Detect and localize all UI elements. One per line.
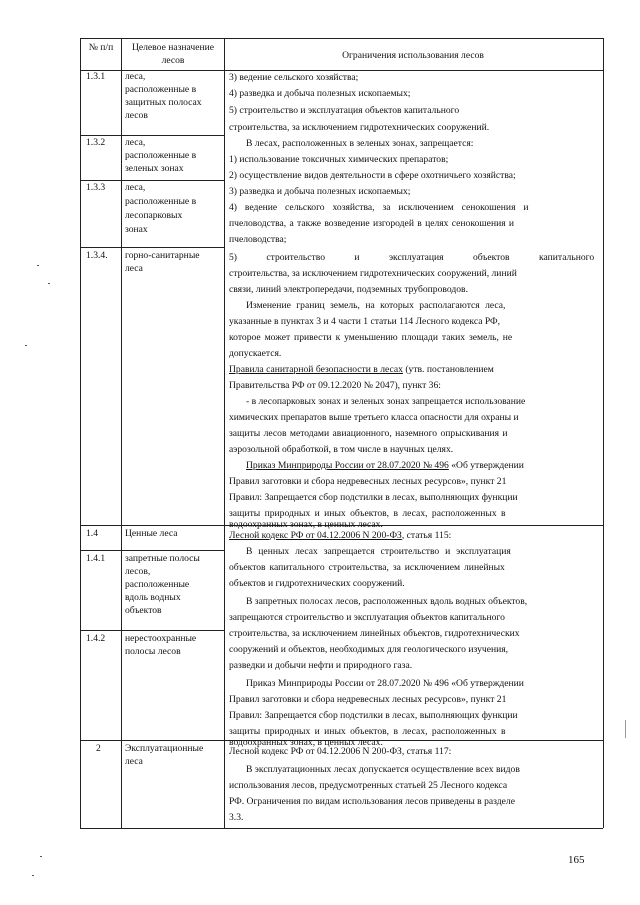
restriction-line: Лесной кодекс РФ от 04.12.2006 N 200-ФЗ, статья 117:	[229, 746, 452, 757]
restriction-line: которое может привести к уменьшению площади таких земель, не	[229, 332, 513, 343]
page-number: 165	[568, 854, 585, 866]
table-border-left	[80, 38, 81, 828]
row-purpose-line: вдоль водных	[125, 592, 181, 603]
restriction-line: В запретных полосах лесов, расположенных вдоль водных объектов,	[246, 596, 528, 607]
row-purpose-line: леса,	[125, 71, 146, 82]
restriction-line	[229, 530, 451, 543]
row-divider	[80, 180, 224, 181]
legal-reference-link: Лесной кодекс РФ от 04.12.2006 N 200-ФЗ	[229, 530, 402, 541]
restriction-line: 5) строительство и эксплуатация объектов капитального	[229, 105, 460, 116]
table-column-divider-2	[224, 38, 225, 828]
restriction-line: связи, линий электропередачи, подземных трубопроводов.	[229, 284, 468, 295]
row-purpose-line: Эксплуатационные	[125, 743, 204, 754]
header-purpose: Целевое назначение лесов	[131, 42, 215, 66]
restriction-line: защиты лесов методами авиационного, наземного опрыскивания и	[229, 428, 508, 439]
header-divider	[80, 70, 603, 71]
row-purpose-line: полосы лесов	[125, 646, 181, 657]
row-purpose-line: лесов,	[125, 566, 151, 577]
restriction-line: строительства, за исключением гидротехнических сооружений, линий	[229, 268, 517, 279]
scan-speck	[48, 283, 50, 284]
restriction-line	[229, 364, 494, 377]
restriction-line: - в лесопарковых зонах и зеленых зонах запрещается использование	[246, 396, 526, 407]
legal-reference-link: Правила санитарной безопасности в лесах	[229, 364, 403, 375]
row-purpose-line: расположенные в	[125, 84, 197, 95]
row-divider	[80, 550, 224, 551]
restriction-line: разведки и добычи нефти и природного газа.	[229, 660, 413, 671]
restriction-line: допускается.	[229, 348, 282, 359]
table-column-divider-1	[121, 38, 122, 828]
restriction-line: Правил: Запрещается сбор подстилки в лесах, выполняющих функции	[229, 492, 518, 503]
restriction-line: 4) разведка и добыча полезных ископаемых;	[229, 88, 411, 99]
scan-speck	[32, 875, 34, 876]
row-number: 1.4.2	[86, 633, 106, 644]
scan-speck	[25, 345, 27, 346]
row-purpose-line: леса	[125, 756, 143, 767]
restriction-line: водоохранных зонах, в ценных лесах.	[229, 737, 383, 748]
row-purpose-line: зонах	[125, 224, 148, 235]
header-num: № п/п	[88, 42, 114, 53]
restriction-line: запрещаются строительство и эксплуатация объектов капитального	[229, 612, 505, 623]
restriction-line: пчеловодства;	[229, 234, 287, 245]
row-purpose-line: зеленых зонах	[125, 163, 184, 174]
restriction-line: 4) ведение сельского хозяйства, за исключением сенокошения и	[229, 202, 529, 213]
scan-speck	[37, 265, 39, 266]
row-purpose-line: защитных полосах	[125, 97, 202, 108]
row-divider	[80, 247, 224, 248]
restriction-line: Правительства РФ от 09.12.2020 № 2047), пункт 36:	[229, 380, 441, 391]
header-restrictions: Ограничения использования лесов	[342, 50, 484, 61]
row-number: 1.3.3	[86, 182, 106, 193]
restriction-line: использования лесов, предусмотренных статьей 25 Лесного кодекса	[229, 780, 508, 791]
restriction-line: защиты природных и иных объектов, в лесах, расположенных в	[229, 726, 506, 737]
row-purpose-line: леса,	[125, 182, 146, 193]
restriction-line: В эксплуатационных лесах допускается осуществление всех видов	[246, 764, 520, 775]
restriction-line: Правил заготовки и сбора недревесных лесных ресурсов», пункт 21	[229, 476, 507, 487]
restriction-line: Изменение границ земель, на которых располагаются леса,	[246, 300, 506, 311]
row-number: 1.4.1	[86, 553, 106, 564]
row-purpose-line: объектов	[125, 605, 162, 616]
restriction-line: 3.3.	[229, 812, 244, 823]
restriction-line: РФ. Ограничения по видам использования лесов приведены в разделе	[229, 796, 515, 807]
row-purpose-line: Ценные леса	[125, 528, 178, 539]
restriction-line: указанные в пунктах 3 и 4 части 1 статьи 114 Лесного кодекса РФ,	[229, 316, 501, 327]
table-border-right	[603, 38, 604, 828]
restriction-line: Правил: Запрещается сбор подстилки в лесах, выполняющих функции	[229, 710, 518, 721]
table-border-top	[80, 38, 603, 39]
row-number: 1.3.2	[86, 137, 106, 148]
row-purpose-line: горно-санитарные	[125, 250, 200, 261]
scan-speck	[625, 720, 626, 738]
row-purpose-line: лесопарковых	[125, 210, 183, 221]
restriction-line: Правил заготовки и сбора недревесных лесных ресурсов», пункт 21	[229, 694, 507, 705]
row-purpose-line: леса,	[125, 137, 146, 148]
restriction-line: В ценных лесах запрещается строительство и эксплуатация	[246, 546, 511, 557]
restriction-line: Приказ Минприроды России от 28.07.2020 № 496 «Об утверждении	[246, 678, 524, 689]
row-purpose-line: лесов	[125, 110, 148, 121]
restriction-line: защиты природных и иных объектов, в лесах, расположенных в	[229, 508, 506, 519]
restriction-line: 1) использование токсичных химических препаратов;	[229, 154, 449, 165]
row-purpose-line: нерестоохранные	[125, 633, 197, 644]
restriction-line: химических препаратов выше третьего класса опасности для охраны и	[229, 412, 519, 423]
restriction-line: объектов капитального строительства, за исключением линейных	[229, 562, 505, 573]
restriction-line: пчеловодства, а также возведение изгородей в целях сенокошения и	[229, 218, 515, 229]
restriction-line: аэрозольной обработкой, в том числе в научных целях.	[229, 444, 454, 455]
legal-reference-note: , статья 115:	[401, 530, 452, 541]
row-purpose-line: расположенные в	[125, 196, 197, 207]
row-purpose-line: расположенные в	[125, 150, 197, 161]
row-purpose-line: расположенные	[125, 579, 190, 590]
restriction-line: строительства, за исключением линейных объектов, гидротехнических	[229, 628, 520, 639]
restriction-line	[246, 460, 524, 473]
legal-reference-note: «Об утверждении	[448, 460, 524, 471]
legal-reference-note: (утв. постановлением	[402, 364, 494, 375]
restriction-line: 5) строительство и эксплуатация объектов капитального	[229, 252, 595, 263]
restriction-line: объектов и гидротехнических сооружений.	[229, 578, 405, 589]
row-purpose-line: леса	[125, 263, 143, 274]
row-purpose-line: запретные полосы	[125, 553, 200, 564]
restriction-line: 2) осуществление видов деятельности в сфере охотничьего хозяйства;	[229, 170, 516, 181]
scan-speck	[40, 856, 42, 857]
restriction-line: 3) ведение сельского хозяйства;	[229, 72, 359, 83]
row-divider	[80, 135, 224, 136]
restriction-line: сооружений и объектов, необходимых для геологического изучения,	[229, 644, 509, 655]
restriction-line: строительства, за исключением гидротехнических сооружений.	[229, 122, 490, 133]
legal-reference-link: Приказ Минприроды России от 28.07.2020 № 496	[246, 460, 449, 471]
restriction-line: В лесах, расположенных в зеленых зонах, запрещается:	[246, 138, 474, 149]
restriction-line: 3) разведка и добыча полезных ископаемых;	[229, 186, 411, 197]
row-number: 1.3.1	[86, 71, 106, 82]
row-divider	[80, 630, 224, 631]
row-number: 2	[96, 743, 101, 754]
restriction-line: водоохранных зонах, в ценных лесах.	[229, 519, 383, 530]
row-number: 1.4	[86, 528, 98, 539]
row-number: 1.3.4.	[86, 250, 108, 261]
table-border-bottom	[80, 828, 603, 829]
